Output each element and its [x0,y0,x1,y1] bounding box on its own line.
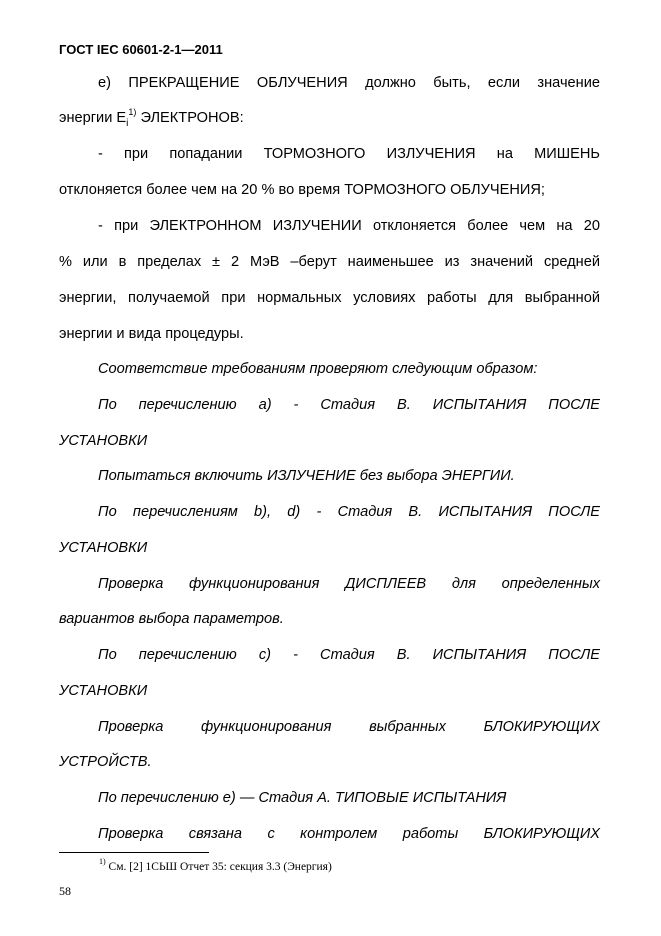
paragraph-line: УСТАНОВКИ [59,433,148,449]
paragraph-line: Проверка функционирования ДИСПЛЕЕВ для определенных [98,576,600,592]
footnote-text: См. [2] 1СЬШ Отчет 35: секция 3.3 (Энергия) [105,861,332,873]
footnote [99,857,332,874]
paragraph-line: отклоняется более чем на 20 % во время ТОРМОЗНОГО ОБЛУЧЕНИЯ; [59,182,545,198]
paragraph-line: По перечислению е) — Стадия А. ТИПОВЫЕ ИСПЫТАНИЯ [98,790,507,806]
paragraph-line: энергии и вида процедуры. [59,326,244,342]
paragraph-line: энергии, получаемой при нормальных условиях работы для выбранной [59,290,600,306]
paragraph-line: - при попадании ТОРМОЗНОГО ИЗЛУЧЕНИЯ на МИШЕНЬ [98,146,600,162]
paragraph-line: Соответствие требованиям проверяют следующим образом: [98,361,538,377]
paragraph-line: - при ЭЛЕКТРОННОМ ИЗЛУЧЕНИИ отклоняется более чем на 20 [98,218,600,234]
page-number: 58 [59,884,71,898]
paragraph-line: энергии $E_i^{1)}$ ЭЛЕКТРОНОВ: [59,107,244,129]
paragraph-line: % или в пределах ± 2 МэВ –берут наименьшее из значений средней [59,254,600,270]
paragraph-line: По перечислениям b), d) - Стадия В. ИСПЫТАНИЯ ПОСЛЕ [98,504,600,520]
footnote-separator [59,852,209,853]
document-header: ГОСТ IEC 60601-2-1—2011 [59,42,223,57]
paragraph-line: По перечислению а) - Стадия В. ИСПЫТАНИЯ ПОСЛЕ [98,397,600,413]
paragraph-line: По перечислению с) - Стадия В. ИСПЫТАНИЯ ПОСЛЕ [98,647,600,663]
paragraph-line: вариантов выбора параметров. [59,611,284,627]
paragraph-line: УСТАНОВКИ [59,540,148,556]
paragraph-line: Проверка связана с контролем работы БЛОКИРУЮЩИХ [98,826,600,842]
footnote-marker: 1) [99,857,106,867]
paragraph-line: Проверка функционирования выбранных БЛОКИРУЮЩИХ [98,719,600,735]
paragraph-line: е) ПРЕКРАЩЕНИЕ ОБЛУЧЕНИЯ должно быть, если значение [98,75,600,91]
paragraph-line: УСТРОЙСТВ. [59,754,152,770]
paragraph-line: Попытаться включить ИЗЛУЧЕНИЕ без выбора ЭНЕРГИИ. [98,468,515,484]
paragraph-line: УСТАНОВКИ [59,683,148,699]
